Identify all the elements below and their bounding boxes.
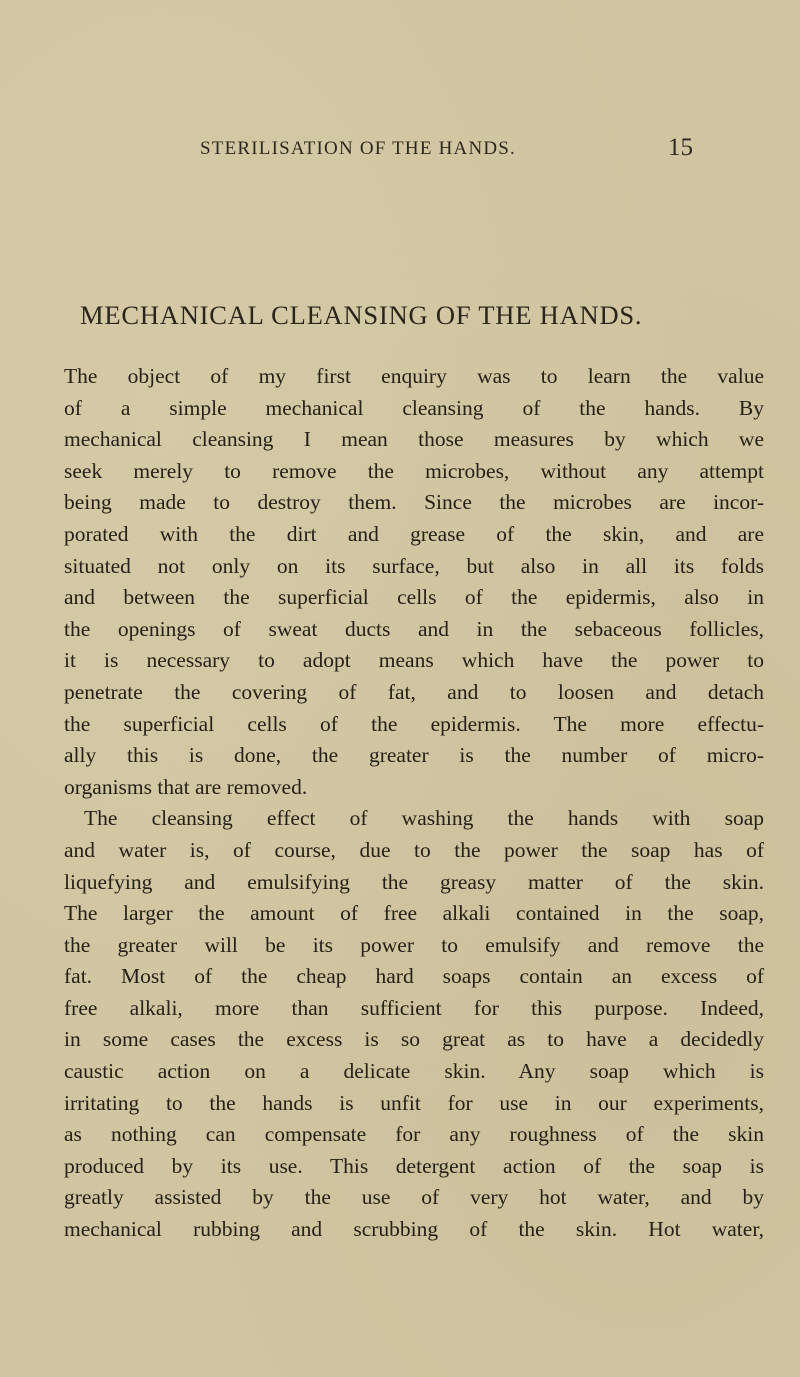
text-line: The cleansing effect of washing the hands with soap: [84, 806, 764, 831]
text-line: in some cases the excess is so great as to have a decidedly: [64, 1027, 764, 1052]
section-title: MECHANICAL CLEANSING OF THE HANDS.: [80, 300, 643, 330]
text-line: of a simple mechanical cleansing of the hands. By: [64, 395, 764, 420]
text-line: produced by its use. This detergent action of the soap is: [64, 1153, 764, 1178]
text-line: The larger the amount of free alkali contained in the soap,: [64, 901, 764, 926]
text-line: mechanical rubbing and scrubbing of the skin. Hot water,: [64, 1217, 764, 1242]
body-text: [64, 361, 764, 1246]
text-line: and between the superficial cells of the epidermis, also in: [64, 585, 764, 610]
text-line: penetrate the covering of fat, and to loosen and detach: [64, 679, 764, 704]
text-line: porated with the dirt and grease of the skin, and are: [64, 521, 764, 546]
text-line: seek merely to remove the microbes, without any attempt: [64, 458, 764, 483]
text-line: the superficial cells of the epidermis. The more effectu-: [64, 711, 764, 736]
text-line: greatly assisted by the use of very hot water, and by: [64, 1185, 764, 1210]
text-line: caustic action on a delicate skin. Any soap which is: [64, 1059, 764, 1084]
text-line: the greater will be its power to emulsify and remove the: [64, 932, 764, 957]
text-line: fat. Most of the cheap hard soaps contain an excess of: [64, 964, 764, 989]
text-line: irritating to the hands is unfit for use in our experiments,: [64, 1090, 764, 1115]
text-line: liquefying and emulsifying the greasy matter of the skin.: [64, 869, 764, 894]
text-line: free alkali, more than sufficient for this purpose. Indeed,: [64, 995, 764, 1020]
text-line: ally this is done, the greater is the number of micro-: [64, 743, 764, 768]
text-line: mechanical cleansing I mean those measures by which we: [64, 427, 764, 452]
page-number: 15: [668, 134, 693, 161]
text-line: it is necessary to adopt means which have the power to: [64, 648, 764, 673]
text-line: and water is, of course, due to the power the soap has of: [64, 837, 764, 862]
text-line: being made to destroy them. Since the microbes are incor-: [64, 490, 764, 515]
text-line: situated not only on its surface, but also in all its folds: [64, 553, 764, 578]
text-line: the openings of sweat ducts and in the sebaceous follicles,: [64, 616, 764, 641]
text-line: as nothing can compensate for any roughness of the skin: [64, 1122, 764, 1147]
text-line: organisms that are removed.: [64, 774, 308, 799]
running-head: STERILISATION OF THE HANDS.: [200, 138, 516, 159]
text-line: The object of my first enquiry was to learn the value: [64, 364, 764, 388]
